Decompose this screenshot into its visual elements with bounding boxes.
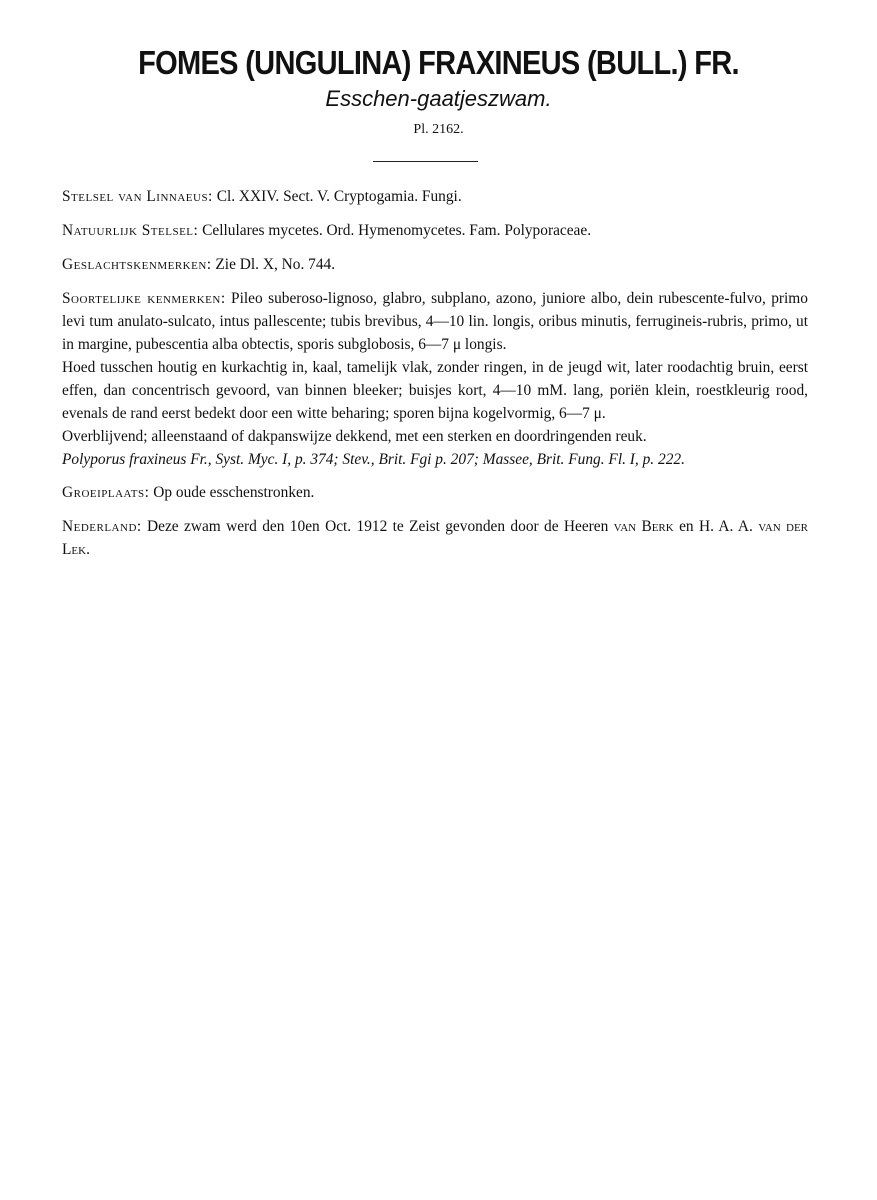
title-divider (373, 161, 478, 162)
species-habit (62, 425, 808, 448)
section-text: Op oude esschenstronken. (149, 484, 315, 501)
person-name: van Berk (613, 518, 674, 535)
section-species (62, 287, 808, 356)
section-genus (62, 253, 808, 276)
section-text: Cl. XXIV. Sect. V. Cryptogamia. Fungi. (212, 188, 462, 205)
plate-number: Pl. 2162. (413, 122, 464, 137)
section-habitat (62, 481, 808, 504)
section-label: Nederland: (62, 518, 142, 535)
species-references (62, 448, 808, 471)
section-linnaeus (62, 185, 808, 208)
section-text: Pileo suberoso-lignoso, glabro, subplano, azono, juniore albo, dein rubescente-fulvo, primo levi tum anulato-sulcato, intus pallescente; tubis brevibus, 4—10 lin. longis, oribus minutis, ferrugineis-rubris, primo, ut in margine, pubescentia alba obtectis, sporis subglobosis, 6—7 μ longis. (62, 290, 808, 353)
section-label: Geslachtskenmerken: (62, 256, 212, 273)
section-text: . (86, 541, 90, 558)
section-text: Zie Dl. X, No. 744. (211, 256, 336, 273)
species-dutch-description (62, 356, 808, 425)
section-natural-system (62, 219, 808, 242)
section-text: Cellulares mycetes. Ord. Hymenomycetes. Fam. Polyporaceae. (198, 222, 592, 239)
page-subtitle: Esschen-gaatjeszwam. (325, 86, 552, 111)
section-label: Natuurlijk Stelsel: (62, 222, 199, 239)
page-title: FOMES (UNGULINA) FRAXINEUS (BULL.) FR. (138, 44, 739, 81)
section-label: Soortelijke kenmerken: (62, 290, 226, 307)
section-label: Groeiplaats: (62, 484, 150, 501)
document-body (62, 185, 808, 572)
section-text: en H. A. A. (673, 518, 759, 535)
species-references-text: Polyporus fraxineus Fr., Syst. Myc. I, p. 374; Stev., Brit. Fgi p. 207; Massee, Brit. Fung. Fl. I, p. 222. (62, 451, 685, 468)
species-habit-text: Overblijvend; alleenstaand of dakpanswijze dekkend, met een sterken en doordringenden reuk. (62, 428, 647, 445)
section-netherlands (62, 515, 808, 561)
person-name: van der Lek (62, 518, 809, 558)
section-text: Deze zwam werd den 10en Oct. 1912 te Zeist gevonden door de Heeren (141, 518, 614, 535)
spacer (62, 471, 808, 481)
section-label: Stelsel van Linnaeus: (62, 188, 213, 205)
species-dutch-text: Hoed tusschen houtig en kurkachtig in, kaal, tamelijk vlak, zonder ringen, in de jeugd wit, later roodachtig bruin, eerst effen, dan concentrisch gevoord, van binnen bleeker; buisjes kort, 4—10 mM. lang, poriën klein, roestkleurig rood, evenals de rand eerst bedekt door een witte beharing; sporen bijna kogelvormig, 6—7 μ. (62, 359, 808, 422)
